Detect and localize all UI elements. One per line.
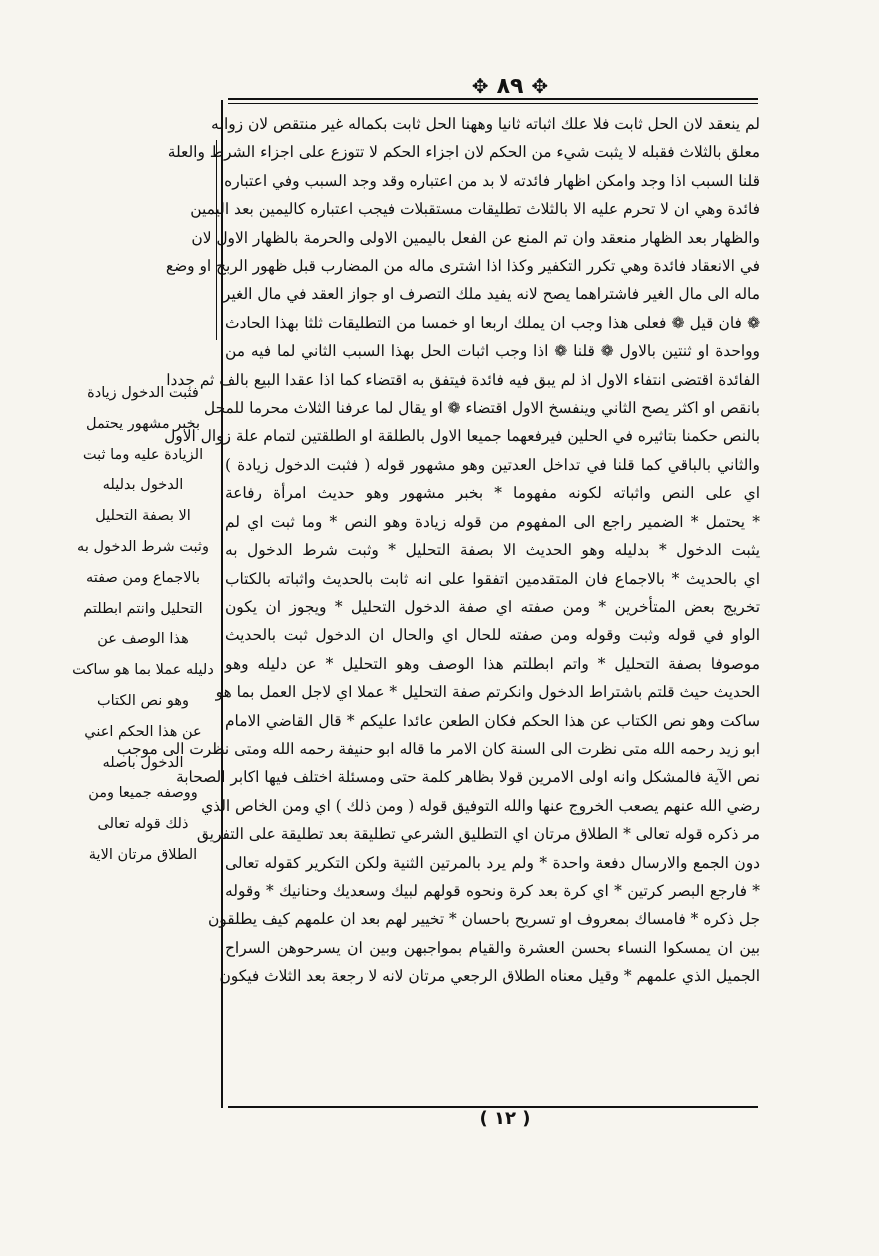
text-line: معلق بالثلاث فقبله لا يثبت شيء من الحكم لان اجزاء الحكم لا تتوزع على اجزاء الشرط والعلة [167,143,760,162]
text-line: وواحدة او ثنتين بالاول ❁ قلنا ❁ اذا وجب اثبات الحل بهذا السبب الثاني لما فيه من [225,342,760,361]
text-line: نص الآية فالمشكل وانه اولى الامرين قولا بظاهر كلمة حتى ومسئلة اختلف فيها اكابر الصحابة [175,768,760,787]
text-line: ماله الى مال الغير فاشتراهما يصح لانه يفيد ملك التصرف او جواز العقد في مال الغير [222,285,760,304]
text-line: دون الجمع والارسال دفعة واحدة * ولم يرد بالمرتين الثنية ولكن التكرير كقوله تعالى [225,853,760,872]
text-line: والظهار بعد الظهار منعقد وان تم المنع عن الفعل باليمين الاولى والحرمة بالظهار الاول لان [191,228,760,247]
margin-line: بخبر مشهور يحتمل [85,415,200,432]
header-rule [228,98,758,100]
margin-line: ذلك قوله تعالى [97,816,189,833]
text-line: تخريج بعض المتأخرين * ومن صفته اي صفة الدخول التحليل * ويجوز ان يكون [225,597,760,616]
text-line: بين ان يمسكوا النساء بحسن العشرة والقيام بمواجبهن وبين ان يسرحوهن السراح [225,938,760,957]
text-line: فائدة وهي ان لا تحرم عليه الا بالثلاث تطليقات مستقبلات فيجب اعتباره كاليمين بعد اليمين [190,200,760,219]
signature-mark: ( ١٢ ) [479,1107,531,1129]
text-line: اي على النص واثباته لكونه مفهوما * بخبر مشهور وهو حديث امرأة رفاعة [225,484,760,503]
text-line: ❁ فان قيل ❁ فعلى هذا وجب ان يملك اربعا او خمسا من التطليقات ثلثا بهذا الحادث [225,313,760,332]
text-line: الواو في قوله وثبت وقوله ومن صفته للحال اي والحال ان الدخول ثبت بالحديث [225,626,760,645]
margin-line: وثبت شرط الدخول به [77,538,209,555]
margin-line: الا بصفة التحليل [95,508,191,525]
text-line: اي بالحديث * بالاجماع فان المتقدمين اتفقوا على انه ثابت بالحديث واثباته بالكتاب [225,569,760,588]
text-line: ساكت وهو نص الكتاب عن هذا الحكم فكان الطعن عائدا عليكم * قال القاضي الامام [225,711,760,730]
margin-line: هذا الوصف عن [97,631,189,648]
margin-line: وهو نص الكتاب [96,692,190,709]
text-line: * فارجع البصر كرتين * اي كرة بعد كرة ونحوه قولهم لبيك وسعديك وحنانيك * وقوله [225,881,760,900]
text-line: رضي الله عنهم يصعب الخروج عنها والله التوفيق قوله ( ومن ذلك ) اي ومن الخاص الذي [201,796,760,815]
margin-line: الزيادة عليه وما ثبت [82,446,204,463]
text-line: الحديث حيث قلتم باشتراط الدخول وانكرتم صفة التحليل * عملا اي لاجل العمل بما هو [215,683,760,702]
margin-line: الدخول بدليله [102,477,184,494]
margin-text-block [68,378,218,871]
margin-line: عن هذا الحكم اعني [84,723,202,740]
text-line: الجميل الذي علمهم * وقيل معناه الطلاق الرجعي مرتان لانه لا رجعة بعد الثلاث فيكون [219,967,760,986]
text-line: موصوفا بصفة التحليل * واتم ابطلتم هذا الوصف وهو التحليل * عن دليله وهو [225,654,760,673]
ornament-icon: ✥ [531,74,549,98]
margin-line: بالاجماع ومن صفته [86,569,200,586]
margin-line: التحليل وانتم ابطلتم [83,600,203,617]
margin-line: الدخول باصله [102,754,184,771]
margin-line: ووصفه جميعا ومن [88,785,198,802]
text-line: جل ذكره * فامساك بمعروف او تسريح باحسان * تخيير لهم بعد ان علمهم كيف يطلقون [207,910,760,929]
text-line: والثاني بالباقي كما قلنا في تداخل العدتين وهو مشهور قوله ( فثبت الدخول زيادة ) [225,455,760,474]
text-line: بالنص حكمنا بتاثيره في الحلين فيرفعهما جميعا الاول بالطلقة او الطلقتين لتمام علة زوال الاول [164,427,760,446]
margin-line: فثبت الدخول زيادة [87,385,199,401]
margin-line: دليله عملا بما هو ساكت [72,662,214,679]
text-line: يثبت الدخول * بدليله وهو الحديث الا بصفة التحليل * وثبت شرط الدخول به [225,541,760,560]
page-number: ٨٩ [496,73,524,99]
text-line: ابو زيد رحمه الله متى نظرت الى السنة كان الامر ما قاله ابو حنيفة رحمه الله ومتى نظرت الى موجب [116,739,760,758]
text-line: مر ذكره قوله تعالى * الطلاق مرتان اي التطليق الشرعي تطليقة بعد تطليقة على التفريق [196,825,760,844]
text-line: بانقص او اكثر يصح الثاني وينفسخ الاول اقتضاء ❁ او يقال لما عرفنا الثلاث محرما للمحل [203,399,760,418]
text-line: لم ينعقد لان الحل ثابت فلا علك اثباته ثانيا وههنا الحل ثابت بكماله غير منتقص لان زواله [211,115,760,133]
ornament-icon: ✥ [471,74,489,98]
text-line: في الانعقاد فائدة وهي تكرر التكفير وكذا اذا اشترى ماله من المضارب قبل ظهور الربح او وضع [165,257,760,276]
text-line: قلنا السبب اذا وجد وامكن اظهار فائدته لا بد من اعتباره وقد وجد السبب وفي اعتباره [224,171,760,190]
text-line: * يحتمل * الضمير راجع الى المفهوم من قوله زيادة وهو النص * وما ثبت اي لم [225,512,760,531]
header-rule-thin [228,103,758,104]
margin-line: الطلاق مرتان الاية [88,846,198,863]
text-line: الفائدة اقتضى انتفاء الاول اذ لم يبق فيه فائدة فيتفق به اقتضاء كما اذا عقدا البيع بالف ثم جددا [166,370,760,389]
